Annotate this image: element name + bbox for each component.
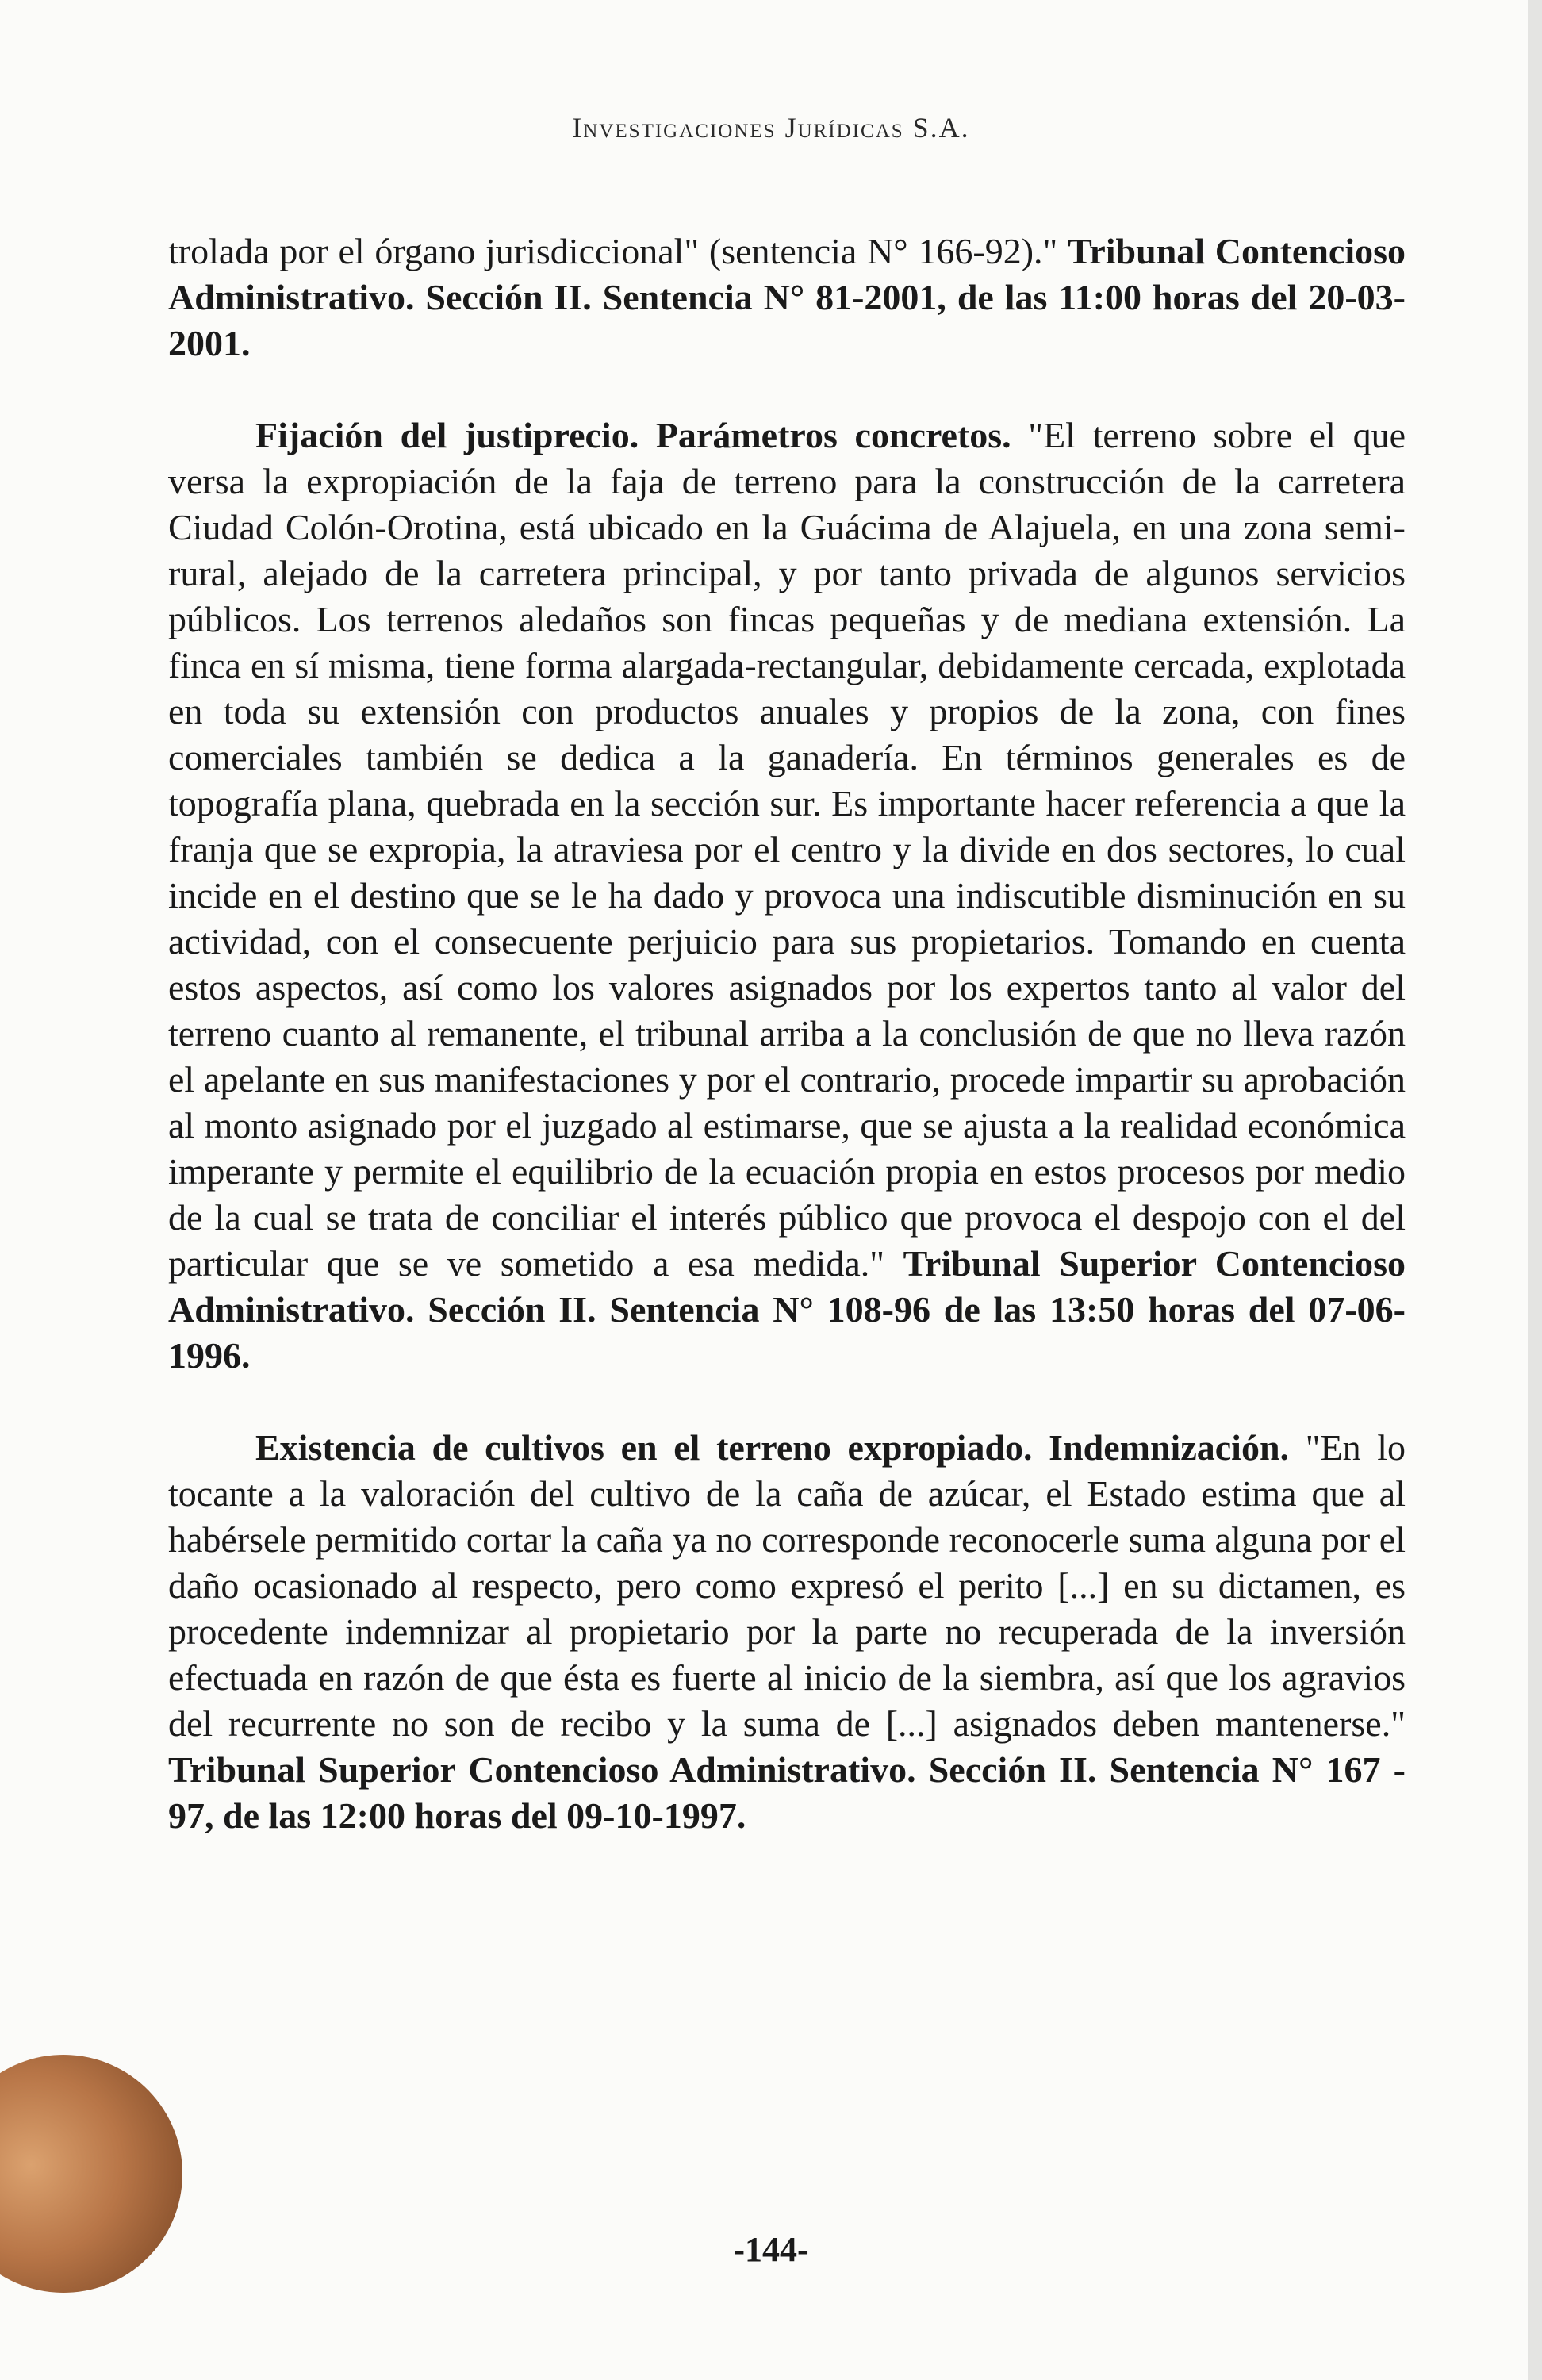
- section-heading: Fijación del justiprecio. Parámetros concretos.: [255, 415, 1011, 455]
- thumb-overlay: [0, 2011, 226, 2336]
- paragraph-text: "En lo tocante a la valoración del cultivo de la caña de azúcar, el Estado estima que al habérsele permitido cortar la caña ya no corresponde reconocerle suma alguna por el daño ocasionado al respecto, pero como expresó el perito [...] en su dictamen, es procedente indemnizar al propietario por la parte no recuperada de la inversión efectuada en razón de que ésta es fuerte al inicio de la siembra, así que los agravios del recurrente no son de recibo y la suma de [...] asignados deben mantenerse.": [168, 1427, 1406, 1744]
- page-edge-shadow: [1528, 0, 1542, 2380]
- paragraph-text: trolada por el órgano jurisdiccional" (sentencia N° 166-92).": [168, 231, 1068, 271]
- paragraph-justiprecio: [168, 413, 1406, 1379]
- paragraph-text: "El terreno sobre el que versa la expropiación de la faja de terreno para la construcción de la carretera Ciudad Colón-Orotina, está ubicado en la Guácima de Alajuela, en una zona semi-rural, alejado de la carretera principal, y por tanto privada de algunos servicios públicos. Los terrenos aledaños son fincas pequeñas y de mediana extensión. La finca en sí misma, tiene forma alargada-rectangular, debidamente cercada, explotada en toda su extensión con productos anuales y propios de la zona, con fines comerciales también se dedica a la ganadería. En términos generales es de topografía plana, quebrada en la sección sur. Es importante hacer referencia a que la franja que se expropia, la atraviesa por el centro y la divide en dos sectores, lo cual incide en el destino que se le ha dado y provoca una indiscutible disminución en su actividad, con el consecuente perjuicio para sus propietarios. Tomando en cuenta estos aspectos, así como los valores asignados por los expertos tanto al valor del terreno cuanto al remanente, el tribunal arriba a la conclusión de que no lleva razón el apelante en sus manifestaciones y por el contrario, procede impartir su aprobación al monto asignado por el juzgado al estimarse, que se ajusta a la realidad económica imperante y permite el equilibrio de la ecuación propia en estos procesos por medio de la cual se trata de conciliar el interés público que provoca el despojo con el del particular que se ve sometido a esa medida.": [168, 415, 1406, 1284]
- paragraph-cultivos: [168, 1425, 1406, 1839]
- section-heading: Existencia de cultivos en el terreno expropiado. Indemnización.: [255, 1427, 1290, 1468]
- case-citation: Tribunal Superior Contencioso Administrativo. Sección II. Sentencia N° 167 - 97, de las 12:00 horas del 09-10-1997.: [168, 1749, 1406, 1836]
- page-number: -144-: [733, 2230, 809, 2269]
- paragraph-continuation: [168, 228, 1406, 367]
- running-header: Investigaciones Jurídicas S.A.: [572, 112, 970, 144]
- page-body: [168, 228, 1406, 1839]
- case-citation: Tribunal Superior Contencioso Administrativo. Sección II. Sentencia N° 108-96 de las 13:50 horas del 07-06-1996.: [168, 1243, 1406, 1376]
- case-citation: Tribunal Contencioso Administrativo. Sección II. Sentencia N° 81-2001, de las 11:00 horas del 20-03-2001.: [168, 231, 1406, 363]
